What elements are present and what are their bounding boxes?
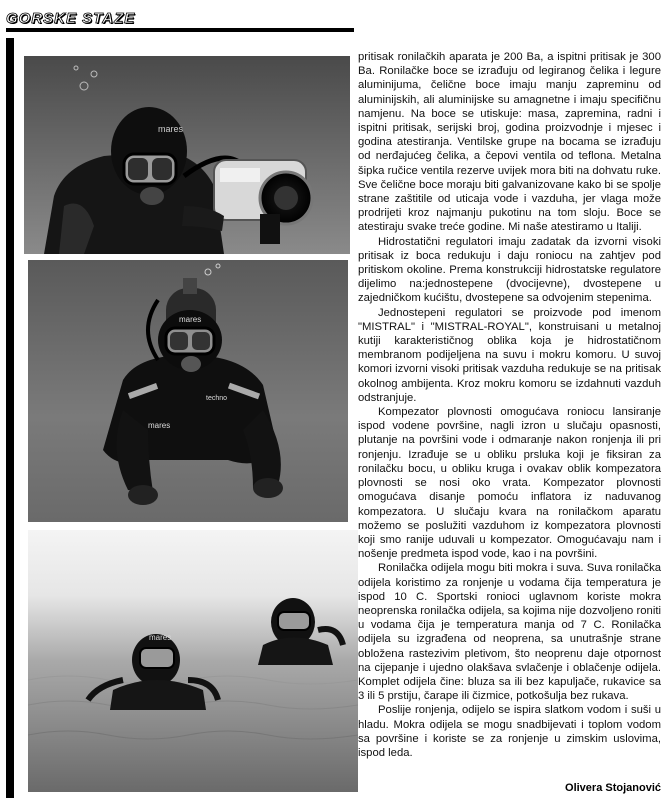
section-header [0, 0, 671, 42]
article-paragraph: Jednostepeni regulatori se proizvode pod imenom "MISTRAL" i "MISTRAL-ROYAL", konstruisani u metalnoj kutiji karakterističnog oblika koja je hidrostatičnom membranom podijeljena na suvu i mokru komoru. U suvoj komori izvorni visoki pritisak vazduha redukuje se na pritisak okolnog ambijenta. Kroz mokru komoru se izdahnuti vazduh odstranjuje. [358, 306, 661, 404]
article-body [358, 50, 661, 760]
article-paragraph: Ronilačka odijela mogu biti mokra i suva. Suva ronilačka odijela koristimo za ronjenje u vodama čija temperatura je ispod 10 C. Sportski ronioci uglavnom koriste mokra neoprenska ronilačka odijela, sa kojima nije dozvoljeno roniti u vodama čija je temperatura manja od 7 C. Ronilačka odijela su izgrađena od neoprena, sa unutrašnje strane obložena rastezivim pletivom, što neoprenu daje otpornost na cijepanje i ujedno olakšava svlačenje i oblačenje odijela. Komplet odijela čine: bluza sa ili bez kapuljače, rukavice sa 3 ili 5 prstiju, čarape ili čizmice, potkošulja bez rukava. [358, 562, 661, 703]
article-paragraph: Poslije ronjenja, odijelo se ispira slatkom vodom i suši u hladu. Mokra odijela se mogu snadbijevati i toplom vodom sa površine i koriste se za ronjenje u zimskim uslovima, ispod leda. [358, 704, 661, 759]
section-title: GORSKE STAZE [6, 10, 136, 27]
article-paragraph: Kompezator plovnosti omogućava roniocu lansiranje ispod vodene površine, nagli izron u slučaju opasnosti, plutanje na površini vode i odmaranje nakon ronjenja ili pri ronjenju. Izrađuje se u obliku prsluka koji je fiksiran za ronilačku bocu, u obliku kruga i ovakav oblik kompezatora plovnosti se nosi oko vrata. Kompezator plovnosti omogućava disanje pomoću inflatora iz naduvanog kompezatora. U slučaju kvara na ronilačkom aparatu možemo se poslužiti vazduhom iz kompezatora plovnosti koji smo ranije uduvali u kompezator. Omogućavaju nam i nošenje predmeta ispod vode, kao i na površini. [358, 406, 661, 561]
header-rule [6, 28, 354, 32]
article-paragraph: Hidrostatični regulatori imaju zadatak da izvorni visoki pritisak iz boca redukuju i daju roniocu na zahtjev pod pritiskom okoline. Prema konstrukciji hidrostatske regulatore dijelimo na:jednostepene (dvocijevne), dvostepene u zajedničkom kućištu, dvostepene sa odvojenim stepenima. [358, 235, 661, 305]
photo-divers-at-surface [28, 530, 358, 792]
photo-1-mask-label: mares [158, 124, 184, 134]
photo-2-bcd-label: mares [148, 421, 171, 430]
photo-diver-with-camera [24, 56, 350, 254]
photo-3-svg [28, 530, 358, 792]
photo-2-hood-label: mares [179, 315, 202, 324]
photo-1-svg [24, 56, 350, 254]
article-paragraph: pritisak ronilačkih aparata je 200 Ba, a ispitni pritisak je 300 Ba. Ronilačke boce se izrađuju od legiranog čelika i legure aluminijuma, čelične boce imaju manju zapreminu od aluminijskih, ali aluminijske su amagnetne i imaju specifičnu namjenu. Na boce se utiskuje: masa, zapremina, radni i ispitni pritisak, serijski broj, godina proizvodnje i mjesec i godina atestiranja. Ventilske grupe na bocama se izrađuju od nerđajućeg čelika, a čepovi ventila od teflona. Metalna šipka ručice ventila rezerve uvijek mora biti na dohvatu ruke. Sve čelične boce moraju biti galvanizovane kako bi se spolje strane zaštitile od uticaja vode i vazduha, jer vlaga može prodrijeti kroz najmanju pukotinu na tom sloju. Boce se atestiraju svake treće godine. Mi naše atestiramo u Italiji. [358, 51, 661, 234]
photo-3-hood-label: mares [149, 633, 172, 642]
left-margin-bar [6, 38, 14, 798]
photo-2-svg [28, 260, 348, 522]
photo-2-suit-label: techno [206, 395, 228, 402]
photo-diver-swimming [28, 260, 348, 522]
article-author: Olivera Stojanović [565, 782, 661, 794]
